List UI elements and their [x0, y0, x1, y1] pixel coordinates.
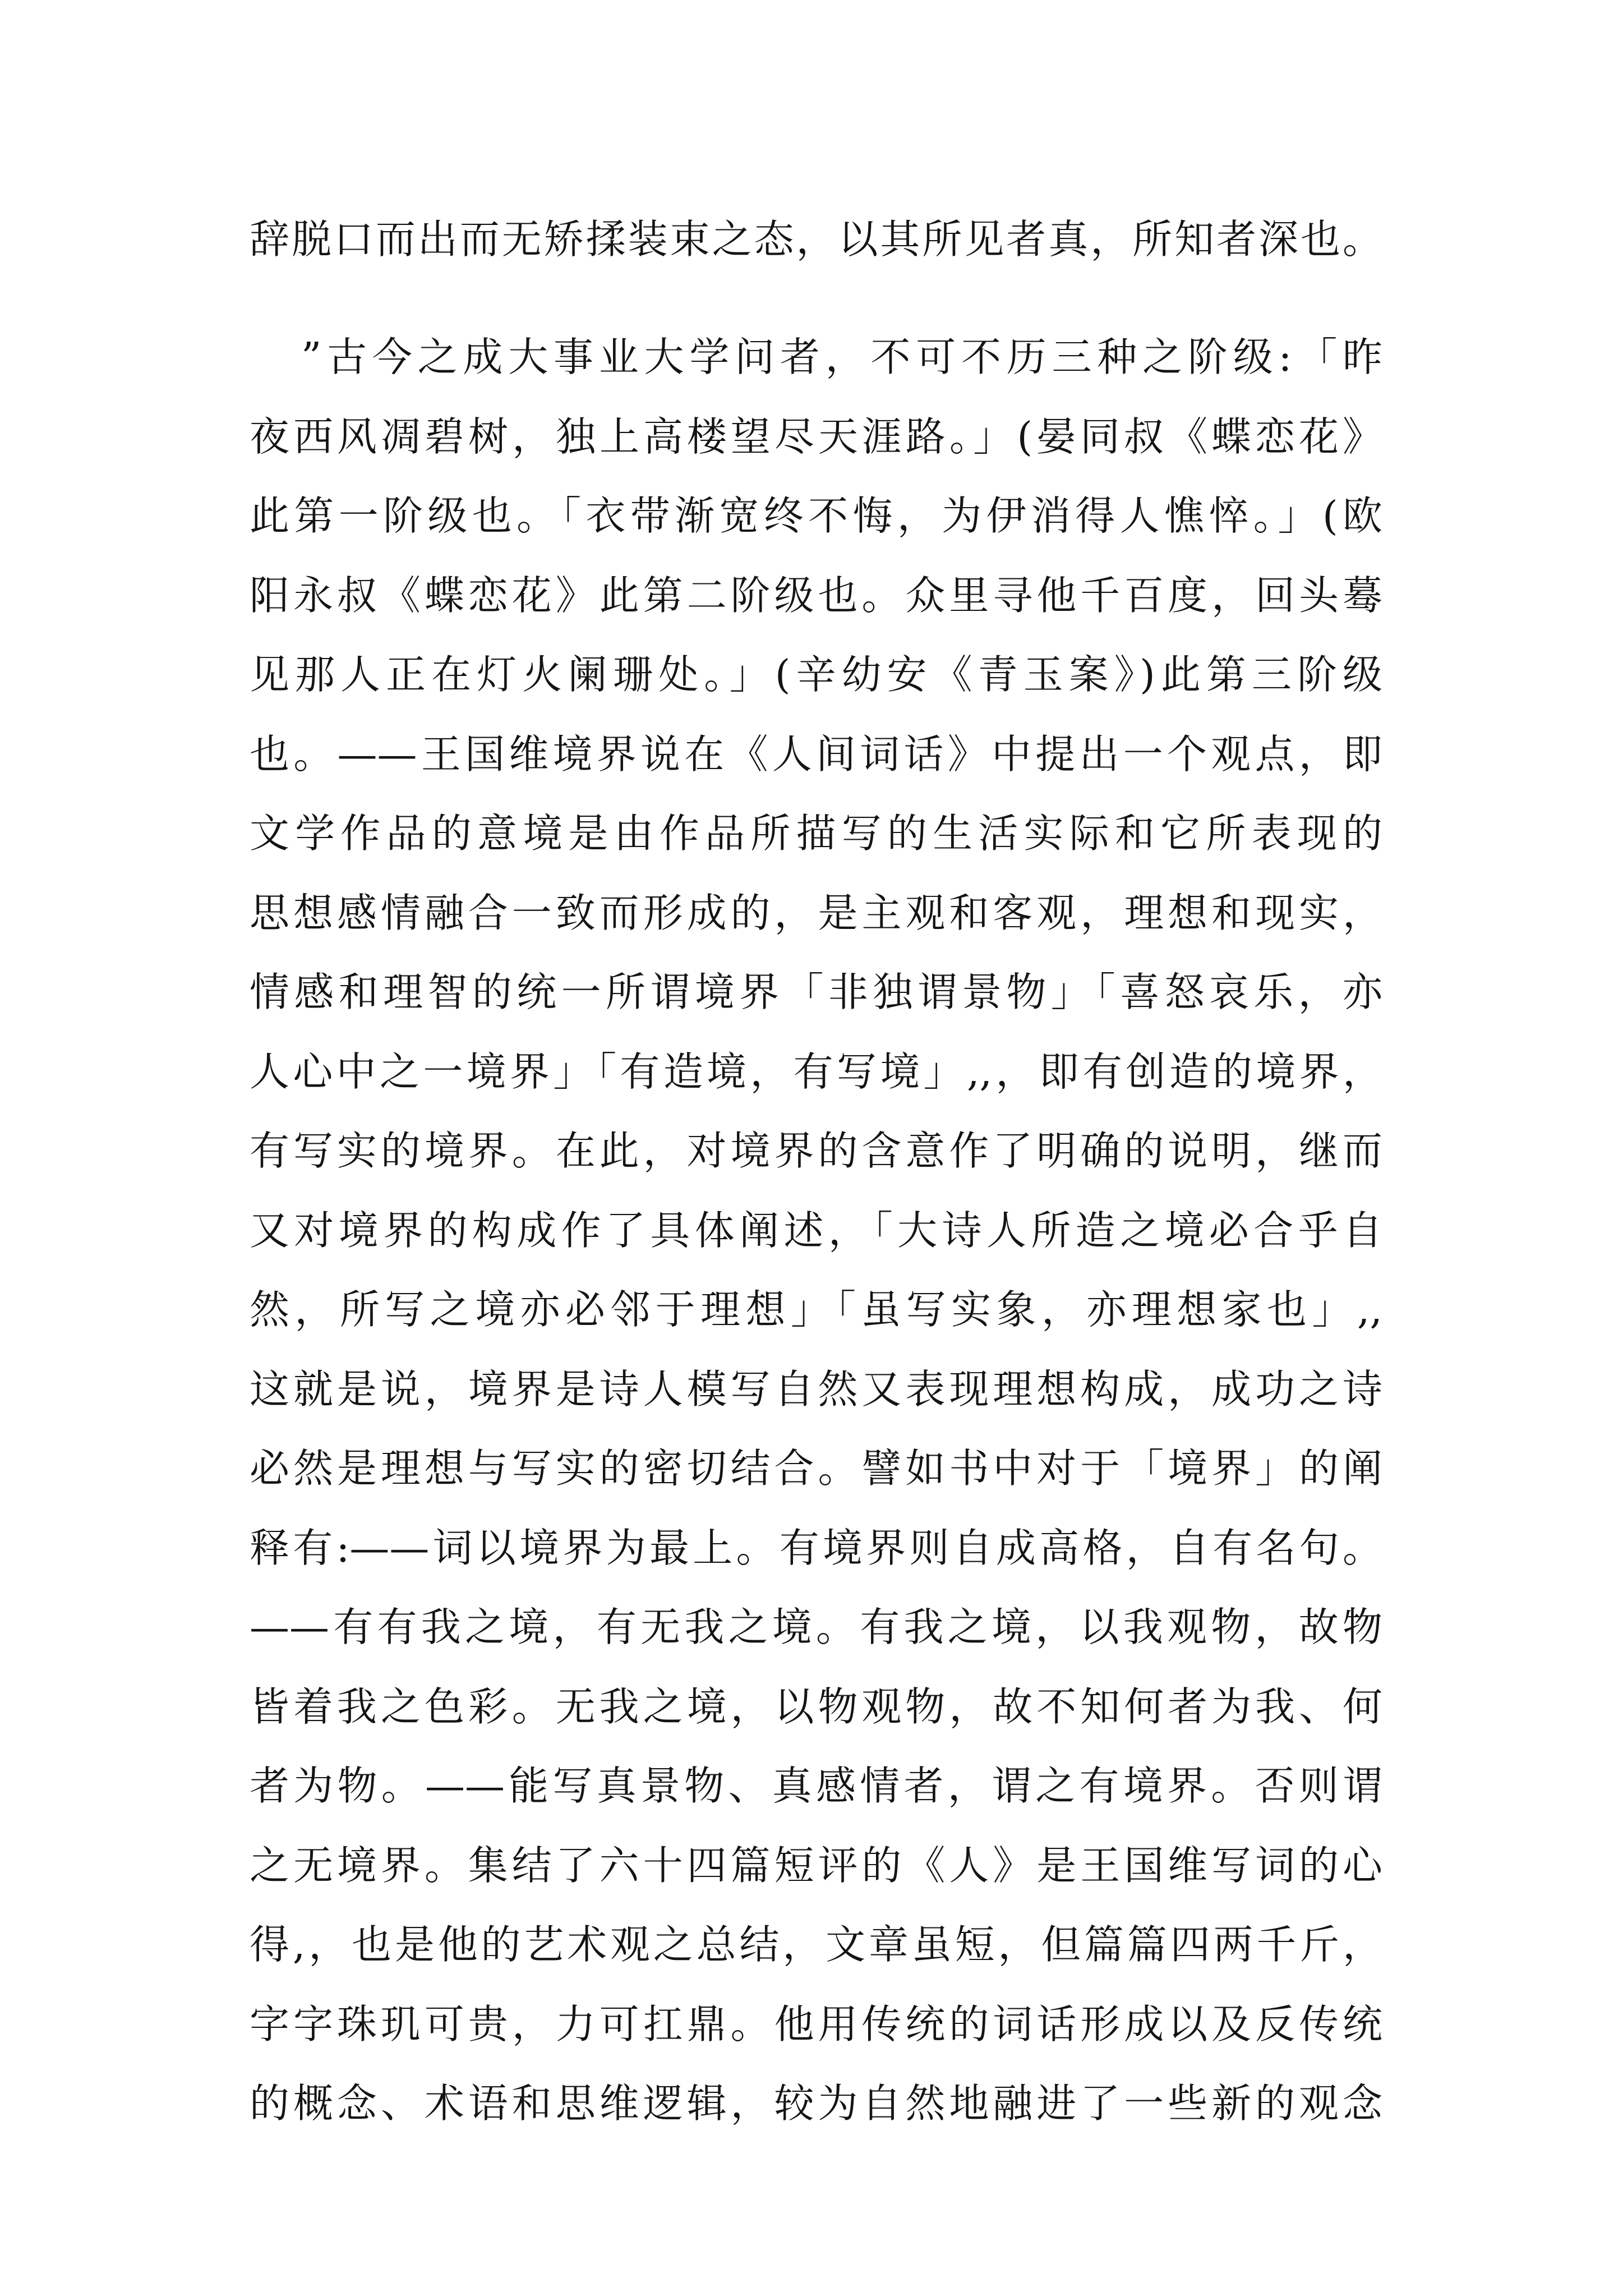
text-line: ——有有我之境，有无我之境。有我之境，以我观物，故物	[250, 1604, 1382, 1650]
text-line: 辞脱口而出而无矫揉装束之态，以其所见者真，所知者深也。	[250, 216, 1382, 263]
text-line: 情感和理智的统一所谓境界「非独谓景物」「喜怒哀乐，亦	[250, 969, 1382, 1015]
text-line: 又对境界的构成作了具体阐述，「大诗人所造之境必合乎自	[250, 1207, 1382, 1254]
text-line: 阳永叔《蝶恋花》此第二阶级也。众里寻他千百度，回头蓦	[250, 572, 1382, 619]
text-line: 字字珠玑可贵，力可扛鼎。他用传统的词话形成以及反传统	[250, 2000, 1382, 2047]
text-line: 夜西风凋碧树，独上高楼望尽天涯路。」(晏同叔《蝶恋花》	[250, 413, 1382, 460]
text-line: 者为物。——能写真景物、真感情者，谓之有境界。否则谓	[250, 1763, 1382, 1809]
paragraph	[250, 318, 1382, 2143]
text-line: 此第一阶级也。「衣带渐宽终不悔，为伊消得人憔悴。」(欧	[250, 493, 1382, 539]
text-line: 得,，也是他的艺术观之总结，文章虽短，但篇篇四两千斤，	[250, 1921, 1382, 1968]
document-body	[250, 200, 1382, 2143]
text-line: 皆着我之色彩。无我之境，以物观物，故不知何者为我、何	[250, 1683, 1382, 1730]
text-line: 必然是理想与写实的密切结合。譬如书中对于「境界」的阐	[250, 1445, 1382, 1492]
text-line: 这就是说，境界是诗人模写自然又表现理想构成，成功之诗	[250, 1365, 1382, 1412]
text-line: 文学作品的意境是由作品所描写的生活实际和它所表现的	[250, 810, 1382, 857]
text-line: 释有:——词以境界为最上。有境界则自成高格，自有名句。	[250, 1524, 1382, 1571]
text-line: 的概念、术语和思维逻辑，较为自然地融进了一些新的观念	[250, 2080, 1382, 2127]
text-line: 见那人正在灯火阑珊处。」(辛幼安《青玉案》)此第三阶级	[250, 651, 1382, 698]
text-line: 也。——王国维境界说在《人间词话》中提出一个观点，即	[250, 730, 1382, 777]
text-line: 有写实的境界。在此，对境界的含意作了明确的说明，继而	[250, 1128, 1382, 1174]
paragraph	[250, 200, 1382, 279]
text-line: 思想感情融合一致而形成的，是主观和客观，理想和现实，	[250, 889, 1382, 936]
text-line: 之无境界。集结了六十四篇短评的《人》是王国维写词的心	[250, 1842, 1382, 1889]
text-line: 然，所写之境亦必邻于理想」「虽写实象，亦理想家也」,,	[250, 1286, 1382, 1333]
text-line: ”古今之成大事业大学问者，不可不历三种之阶级:「昨	[301, 334, 1382, 380]
text-line: 人心中之一境界」「有造境，有写境」,,，即有创造的境界，	[250, 1048, 1382, 1095]
